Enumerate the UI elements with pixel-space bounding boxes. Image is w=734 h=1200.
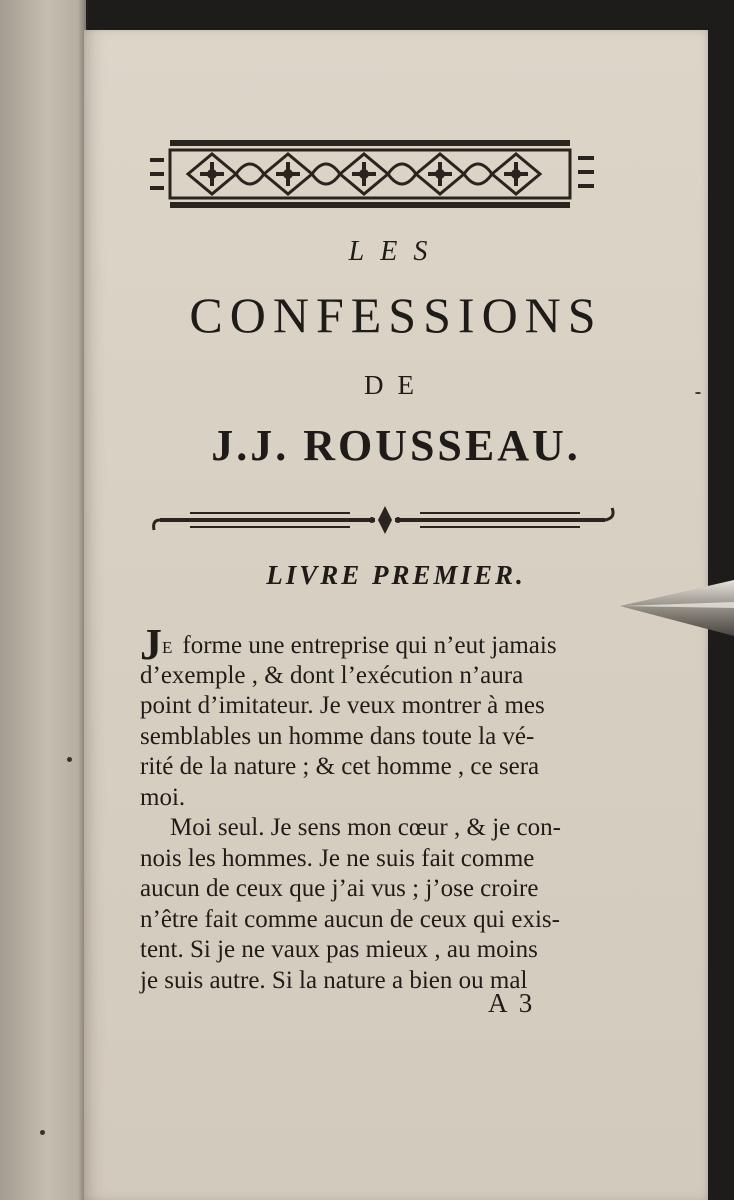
metal-pointer	[618, 572, 734, 642]
text-line-content: forme une entreprise qui n’eut jamais	[182, 632, 557, 659]
paper-speck	[67, 757, 72, 762]
title-de: DE	[364, 370, 428, 400]
body-text	[140, 620, 640, 996]
text-line	[140, 620, 640, 669]
text-line: je suis autre. Si la nature a bien ou mal	[140, 966, 528, 994]
text-line: d’exemple , & dont l’exécution n’aura	[140, 661, 524, 689]
paper-speck	[40, 1130, 45, 1135]
text-line: moi.	[140, 783, 186, 811]
drop-cap: J	[140, 620, 162, 669]
text-line: nois les hommes. Je ne suis fait comme	[140, 844, 535, 872]
paper-speck	[695, 392, 701, 394]
text-line: tent. Si je ne vaux pas mieux , au moins	[140, 936, 538, 963]
text-line: aucun de ceux que j’ai vus ; j’ose croire	[140, 875, 539, 902]
text-line: Moi seul. Je sens mon cœur , & je con-	[170, 814, 561, 841]
title-les: LES	[348, 236, 444, 267]
decorative-rule-ornament	[150, 500, 620, 540]
title-author: J.J. ROUSSEAU.	[211, 421, 581, 470]
chapter-heading: LIVRE PREMIER.	[266, 560, 526, 590]
signature-mark: A 3	[488, 988, 536, 1018]
small-cap: E	[162, 638, 173, 657]
text-line: point d’imitateur. Je veux montrer à mes	[140, 692, 545, 719]
text-line: n’être fait comme aucun de ceux qui exis-	[140, 905, 560, 933]
decorative-headpiece-ornament	[148, 134, 600, 214]
title-confessions: CONFESSIONS	[189, 287, 603, 343]
text-line: rité de la nature ; & cet homme , ce sera	[140, 753, 540, 780]
text-line: semblables un homme dans toute la vé-	[140, 722, 535, 750]
left-facing-page	[0, 0, 86, 1200]
